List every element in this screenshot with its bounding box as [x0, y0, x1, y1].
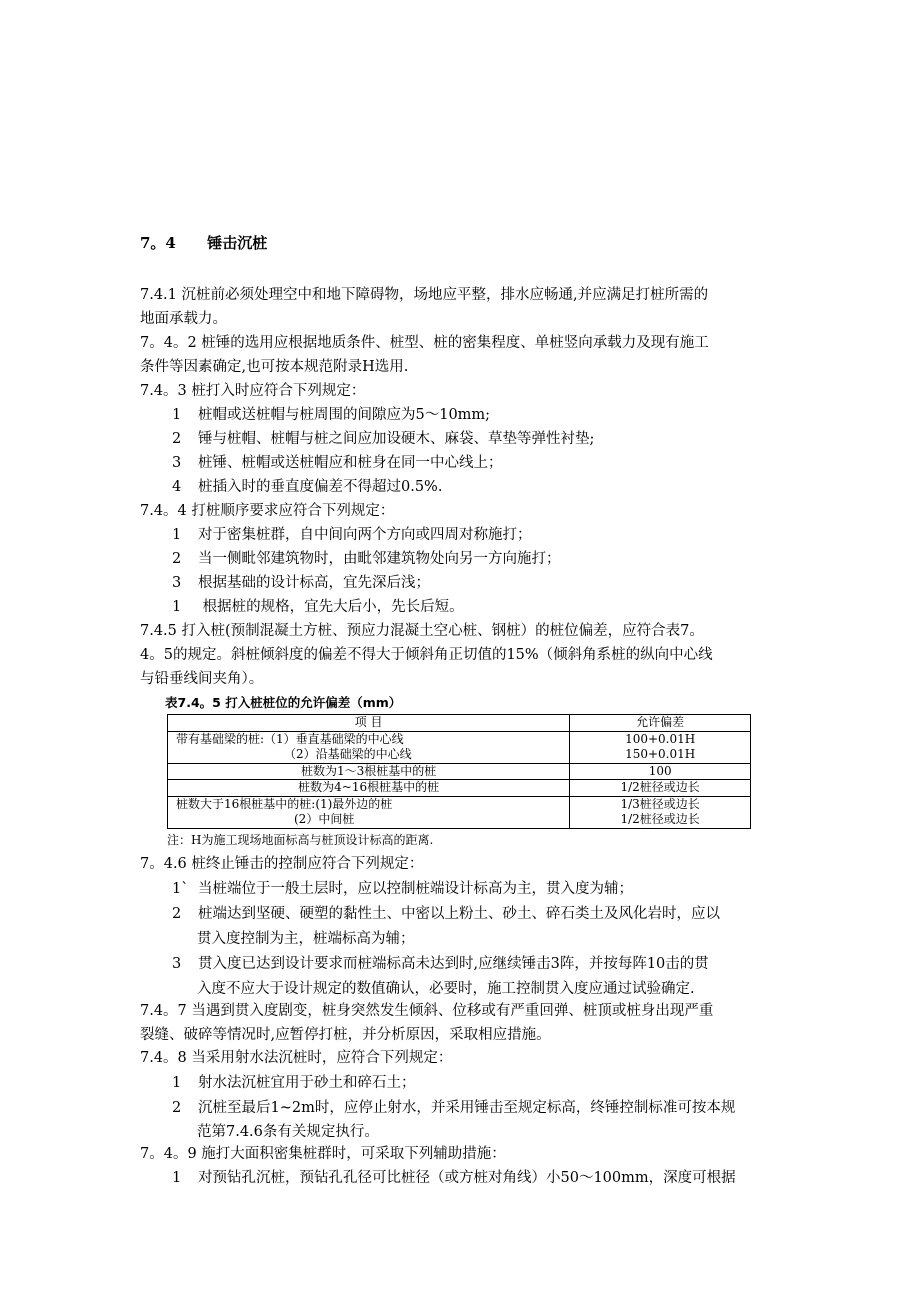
item-number: 3: [172, 575, 182, 591]
table-cell: 1/2桩径或边长: [570, 780, 751, 797]
cell-text: 带有基础梁的桩:（1）垂直基础梁的中心线: [176, 731, 404, 746]
list-item: [172, 877, 792, 901]
clause-7-4-9-head: [140, 1142, 792, 1166]
table-header-cell: 允许偏差: [570, 715, 751, 732]
list-item: [172, 403, 792, 427]
table-row: [168, 731, 751, 747]
list-item: [172, 1096, 792, 1120]
item-number: 1`: [172, 881, 189, 897]
list-item: [172, 1166, 792, 1190]
table-row: [168, 812, 751, 828]
list-item: [172, 523, 792, 547]
table-caption: 表7.4。5 打入桩桩位的允许偏差（mm）: [165, 695, 402, 710]
item-number: 2: [172, 1100, 182, 1116]
table-cell: 100: [570, 763, 751, 780]
text-line: 7.4.1 沉桩前必须处理空中和地下障碍物，场地应平整，排水应畅通,并应满足打桩所需的: [140, 287, 709, 303]
item-number: 1: [172, 1170, 182, 1186]
table-row: [168, 763, 751, 780]
section-number: 7。4: [140, 234, 176, 252]
list-item-continuation: 范第7.4.6条有关规定执行。: [197, 1124, 379, 1140]
list-item: [172, 451, 792, 475]
table-cell: [168, 812, 570, 828]
table-cell: [168, 796, 570, 812]
table-cell: [168, 747, 570, 763]
text-line: 与铅垂线间夹角）。: [140, 671, 264, 687]
table-header-cell: 项 目: [168, 715, 570, 732]
section-title: 锤击沉桩: [207, 234, 268, 252]
list-item: [172, 1071, 792, 1095]
item-text: 贯入度已达到设计要求而桩端标高未达到时,应继续锤击3阵，并按每阵10击的贯: [198, 956, 709, 972]
item-text: 桩锤、桩帽或送桩帽应和桩身在同一中心线上；: [198, 455, 503, 471]
cell-text: (2）中间桩: [294, 812, 355, 826]
clause-7-4-3-head: [140, 379, 792, 403]
list-item: [172, 952, 792, 976]
deviation-table: [167, 714, 751, 829]
item-text: 射水法沉桩宜用于砂土和碎石土；: [198, 1075, 416, 1091]
list-item-continuation: 贯入度控制为主，桩端标高为辅；: [197, 931, 415, 947]
text-line: 7.4。8 当采用射水法沉桩时，应符合下列规定：: [140, 1050, 453, 1066]
table-cell: 150+0.01H: [570, 747, 751, 763]
table-row: [168, 780, 751, 797]
clause-7-4-4-head: [140, 499, 792, 523]
item-text: 当桩端位于一般土层时，应以控制桩端设计标高为主，贯入度为辅；: [198, 881, 633, 897]
table-cell: 1/3桩径或边长: [570, 796, 751, 812]
clause-7-4-7: [140, 999, 792, 1047]
cell-text: （2）沿基础梁的中心线: [284, 747, 412, 761]
text-line: 7.4。3 桩打入时应符合下列规定：: [140, 383, 366, 399]
item-text: 桩帽或送桩帽与桩周围的间隙应为5～10mm;: [198, 407, 491, 423]
item-text: 根据桩的规格，宜先大后小，先长后短。: [198, 599, 464, 615]
item-number: 2: [172, 551, 182, 567]
table-cell: [168, 731, 570, 747]
text-line: 裂缝、破碎等情况时,应暂停打桩，并分析原因，采取相应措施。: [140, 1027, 551, 1043]
item-number: 1: [172, 407, 182, 423]
text-line: 7.4。4 打桩顺序要求应符合下列规定：: [140, 503, 395, 519]
section-heading: [140, 232, 267, 253]
item-number: 1: [172, 1075, 182, 1091]
clause-7-4-1: [140, 283, 792, 331]
table-row: [168, 796, 751, 812]
list-item-continuation: 入度不应大于设计规定的数值确认，必要时，施工控制贯入度应通过试验确定.: [197, 981, 695, 997]
clause-7-4-5: [140, 619, 792, 691]
item-number: 2: [172, 906, 182, 922]
item-text: 根据基础的设计标高，宜先深后浅；: [198, 575, 430, 591]
table-row: [168, 747, 751, 763]
item-number: 3: [172, 455, 182, 471]
list-item: [172, 427, 792, 451]
list-item: [172, 475, 792, 499]
item-number: 1: [172, 599, 182, 615]
clause-7-4-6-head: [140, 852, 792, 876]
cell-text: 桩数大于16根桩基中的桩:(1)最外边的桩: [176, 796, 393, 811]
clause-7-4-2: [140, 331, 792, 379]
list-item: [172, 595, 792, 619]
item-text: 桩插入时的垂直度偏差不得超过0.5%.: [198, 479, 443, 495]
item-number: 3: [172, 956, 182, 972]
table-cell: 桩数为1～3根桩基中的桩: [168, 763, 570, 780]
item-text: 对预钻孔沉桩，预钻孔孔径可比桩径（或方桩对角线）小50～100mm，深度可根据: [198, 1170, 736, 1186]
text-line: 7。4。2 桩锤的选用应根据地质条件、桩型、桩的密集程度、单桩竖向承载力及现有施工: [140, 335, 709, 351]
clause-7-4-8-head: [140, 1046, 792, 1070]
item-text: 对于密集桩群，自中间向两个方向或四周对称施打；: [198, 527, 532, 543]
text-line: 7。4。9 施打大面积密集桩群时，可采取下列辅助措施：: [140, 1146, 506, 1162]
item-number: 2: [172, 431, 182, 447]
item-number: 4: [172, 479, 182, 495]
list-item: [172, 547, 792, 571]
text-line: 7。4.6 桩终止锤击的控制应符合下列规定：: [140, 856, 424, 872]
table-cell: 1/2桩径或边长: [570, 812, 751, 828]
table-header-row: [168, 715, 751, 732]
text-line: 7.4。7 当遇到贯入度剧变，桩身突然发生倾斜、位移或有严重回弹、桩顶或桩身出现严重: [140, 1003, 714, 1019]
item-text: 锤与桩帽、桩帽与桩之间应加设硬木、麻袋、草垫等弹性衬垫;: [198, 431, 595, 447]
table-note: 注：H为施工现场地面标高与桩顶设计标高的距离.: [167, 833, 434, 847]
text-line: 4。5的规定。斜桩倾斜度的偏差不得大于倾斜角正切值的15%（倾斜角系桩的纵向中心线: [140, 647, 713, 663]
item-text: 沉桩至最后1~2m时，应停止射水，并采用锤击至规定标高，终锤控制标准可按本规: [198, 1100, 736, 1116]
text-line: 7.4.5 打入桩(预制混凝土方桩、预应力混凝土空心桩、钢桩）的桩位偏差，应符合表7。: [140, 623, 704, 639]
list-item: [172, 571, 792, 595]
table-cell: 100+0.01H: [570, 731, 751, 747]
item-text: 桩端达到坚硬、硬塑的黏性土、中密以上粉土、砂土、碎石类土及风化岩时，应以: [198, 906, 720, 922]
item-number: 1: [172, 527, 182, 543]
text-line: 地面承载力。: [140, 311, 227, 327]
table-cell: 桩数为4~16根桩基中的桩: [168, 780, 570, 797]
list-item: [172, 902, 792, 926]
text-line: 条件等因素确定,也可按本规范附录H选用.: [140, 359, 409, 375]
item-text: 当一侧毗邻建筑物时，由毗邻建筑物处向另一方向施打；: [198, 551, 561, 567]
